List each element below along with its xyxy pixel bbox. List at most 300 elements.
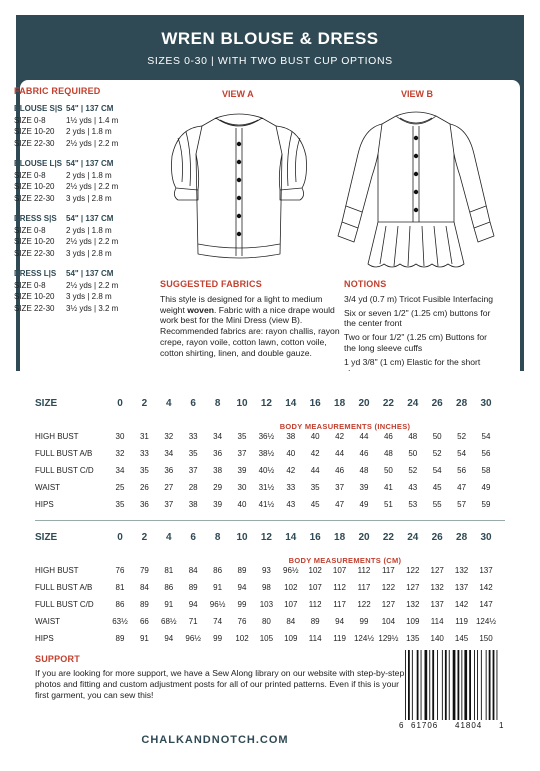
measurement-value: 137 [479,566,493,575]
barcode-bar [461,650,462,720]
measurement-value: 96½ [283,566,299,575]
measurement-value: 137 [430,600,444,609]
measurement-value: 33 [139,449,149,458]
barcode-bar [497,650,498,720]
measurement-value: 43 [286,500,296,509]
garment-name: DRESS S|S [14,214,57,223]
size-column-header: 28 [456,398,468,409]
size-range: SIZE 22-30 [14,138,55,148]
measurement-row [35,500,505,517]
measurement-value: 33 [188,432,198,441]
measurement-value: 117 [333,600,346,609]
measurement-value: 52 [408,466,418,475]
size-column-header: 16 [309,398,321,409]
size-column-header: 16 [309,532,321,543]
measurement-value: 40 [237,500,247,509]
notion-item: 3/4 yd (0.7 m) Tricot Fusible Interfacing [344,293,494,304]
measurement-label: FULL BUST A/B [35,449,93,458]
measurement-row [35,634,505,651]
yardage: 3 yds | 2.8 m [66,248,112,258]
measurement-value: 39 [213,500,223,509]
measurement-value: 50 [432,432,442,441]
fabric-group [14,158,142,204]
measurement-value: 41 [383,483,393,492]
suggested-text-part: . Fabric with a nice drape would work best for the Mini Dress (view B). Recommended fabrics are: rayon challis, rayon crepe, rayon voile, cotton lawn, cotton voile, cotton shirting, linen, and double gauze. [160,304,340,358]
measurement-value: 48 [408,432,418,441]
measurement-value: 129½ [378,634,399,643]
measurement-value: 132 [406,600,420,609]
measurement-value: 117 [357,583,371,592]
measurement-value: 122 [406,566,420,575]
measurement-value: 52 [432,449,442,458]
measurement-value: 34 [213,432,223,441]
measurement-value: 102 [308,566,322,575]
size-column-header: 18 [334,532,346,543]
measurement-value: 71 [188,617,198,626]
barcode-bar [481,650,482,720]
measurement-value: 48 [359,466,369,475]
measurement-label: HIGH BUST [35,432,79,441]
size-column-header: 12 [260,398,272,409]
yardage: 3 yds | 2.8 m [66,193,112,203]
measurement-value: 35 [188,449,198,458]
fabric-row [14,248,142,260]
fabric-width: 54" | 137 CM [66,269,114,278]
measurement-value: 96½ [185,634,201,643]
measurement-value: 33 [286,483,296,492]
support-text: If you are looking for more support, we have a Sew Along library on our website with step-by-step photos and fitting and custom adjustment posts for all of our printed patterns. Even if this is your first garment, you can sew this! [35,668,405,700]
barcode-bar [486,650,487,720]
size-range: SIZE 10-20 [14,182,55,191]
barcode-bar [449,650,450,720]
measurement-value: 74 [213,617,223,626]
measurement-value: 140 [430,634,444,643]
measurement-value: 31 [139,432,149,441]
size-column-header: 20 [358,532,370,543]
measurement-value: 112 [308,600,322,609]
measurement-value: 107 [308,583,322,592]
barcode-bar [477,650,478,720]
fabric-row [14,126,142,138]
garment-name: DRESS L|S [14,269,57,278]
measurement-value: 91 [164,600,174,609]
measurement-value: 45 [310,500,320,509]
fabric-row [14,291,142,303]
table-subtitle: BODY MEASUREMENTS (INCHES) [279,422,411,431]
measurement-value: 40 [310,432,320,441]
size-range: SIZE 22-30 [14,303,55,313]
measurement-value: 91 [213,583,223,592]
notion-item: Two or four 1/2" (1.25 cm) Buttons for the long sleeve cuffs [344,332,487,353]
size-column-header: 20 [358,398,370,409]
fabric-group [14,103,142,149]
measurement-value: 89 [139,600,149,609]
measurement-value: 63½ [112,617,128,626]
size-column-header: 14 [285,532,297,543]
measurement-value: 48 [383,449,393,458]
measurement-value: 80 [261,617,271,626]
suggested-text-part: This style is designed for a light to medium weight [160,293,323,315]
size-column-header: 6 [190,532,196,543]
measurement-label: HIPS [35,500,54,509]
measurement-value: 41½ [258,500,275,509]
barcode-bar [417,650,419,720]
table-divider [35,520,505,521]
measurement-value: 94 [335,617,345,626]
measurement-value: 145 [454,634,469,643]
measurement-value: 89 [237,566,247,575]
measurement-value: 34 [115,466,125,475]
website[interactable]: CHALKANDNOTCH.COM [141,734,289,746]
barcode-lead: 6 [399,721,404,730]
measurement-value: 43 [408,483,418,492]
size-column-header: 6 [190,398,196,409]
measurement-value: 51 [383,500,393,509]
measurement-value: 30 [237,483,247,492]
barcode-left: 61706 [411,721,439,730]
size-column-header: 12 [260,532,272,543]
yardage: 1½ yds | 1.4 m [66,115,119,125]
support [35,654,415,701]
measurement-value: 66 [139,617,149,626]
measurement-value: 25 [115,483,125,492]
barcode-bar [493,650,495,720]
barcode-bar [429,650,430,720]
measurement-value: 79 [139,566,149,575]
measurement-value: 99 [213,634,223,643]
fabric-row [14,225,142,237]
measurement-value: 117 [382,566,395,575]
measurement-value: 105 [259,634,274,643]
size-column-header: 30 [480,532,492,543]
measurement-value: 99 [237,600,247,609]
measurement-value: 44 [359,432,369,441]
size-column-header: 10 [236,398,248,409]
blouse-illustration [164,104,314,266]
measurement-value: 127 [430,566,444,575]
size-column-header: 4 [166,398,172,409]
measurement-value: 86 [115,600,125,609]
fabric-group-header [14,103,142,115]
barcode-bar [474,650,475,720]
size-column-header: 0 [117,398,123,409]
measurement-row [35,583,505,600]
measurement-value: 94 [164,634,174,643]
barcode-bar [453,650,456,720]
measurement-value: 109 [406,617,420,626]
suggested-fabrics [160,279,343,359]
measurement-label: HIPS [35,634,54,643]
measurement-value: 76 [115,566,125,575]
measurement-value: 54 [457,449,467,458]
fabric-row [14,181,142,193]
measurement-value: 109 [284,634,298,643]
measurement-value: 40 [286,449,296,458]
size-header-label: SIZE [35,398,58,409]
measurement-value: 99 [359,617,369,626]
measurement-value: 27 [164,483,174,492]
measurement-value: 84 [139,583,149,592]
yardage: 2½ yds | 2.2 m [66,138,119,148]
fabric-row [14,236,142,248]
measurement-value: 42 [310,449,320,458]
measurement-value: 124½ [475,617,497,626]
measurement-row [35,466,505,483]
measurement-value: 112 [333,583,346,592]
measurement-row [35,449,505,466]
barcode-bar [408,650,410,720]
measurement-row [35,600,505,617]
fabric-row [14,170,142,182]
measurement-label: HIGH BUST [35,566,79,575]
size-column-header: 22 [382,398,394,409]
header [16,15,524,73]
measurement-value: 89 [188,583,198,592]
measurement-value: 35 [237,432,247,441]
measurement-value: 89 [115,634,125,643]
size-range: SIZE 22-30 [14,248,55,258]
measurement-value: 30 [115,432,125,441]
measurement-value: 53 [408,500,418,509]
barcode-bar [405,650,406,720]
size-table-inches [35,398,505,517]
measurement-value: 38 [286,432,296,441]
barcode-trail: 1 [499,721,504,730]
measurement-value: 102 [235,634,249,643]
size-column-header: 14 [285,398,297,409]
measurement-value: 32 [164,432,174,441]
measurement-value: 103 [259,600,274,609]
measurement-row [35,432,505,449]
fabric-group [14,268,142,314]
measurement-value: 34 [164,449,174,458]
measurement-value: 39 [237,466,247,475]
fabric-required [14,86,142,323]
view-b-label: VIEW B [401,89,434,99]
measurement-value: 55 [432,500,442,509]
measurement-value: 35 [139,466,149,475]
size-column-header: 24 [407,532,419,543]
measurement-value: 44 [335,449,345,458]
size-column-header: 2 [141,532,148,543]
measurement-value: 36 [213,449,223,458]
yardage: 3 yds | 2.8 m [66,292,112,301]
size-range: SIZE 0-8 [14,115,46,125]
measurement-value: 107 [332,566,347,575]
measurement-value: 38 [188,500,198,509]
measurement-value: 122 [381,583,396,592]
measurement-value: 29 [213,483,223,492]
fabric-row [14,138,142,150]
barcode-bar [412,650,413,720]
size-header-label: SIZE [35,532,58,543]
measurement-row [35,617,505,634]
fabric-group-header [14,268,142,280]
garment-name: BLOUSE L|S [14,159,63,168]
measurement-label: WAIST [35,483,61,492]
fabric-required-title: FABRIC REQUIRED [14,86,101,96]
measurement-value: 39 [359,483,369,492]
barcode-bar [437,650,438,720]
measurement-value: 142 [454,600,469,609]
measurement-value: 31½ [258,483,275,492]
measurement-value: 102 [284,583,298,592]
size-column-header: 26 [431,398,443,409]
measurement-label: FULL BUST C/D [35,600,94,609]
measurement-value: 38½ [258,449,275,458]
notion-item: 1 yd 3/8" (1 cm) Elastic for the short [344,356,481,367]
yardage: 2½ yds | 2.2 m [66,182,119,191]
size-column-header: 26 [431,532,443,543]
measurement-value: 37 [335,483,345,492]
measurement-value: 114 [308,634,322,643]
size-range: SIZE 0-8 [14,280,46,290]
fabric-group-header [14,158,142,170]
measurement-value: 127 [406,583,420,592]
measurement-label: WAIST [35,617,61,626]
measurement-value: 127 [381,600,396,609]
measurement-value: 35 [115,500,125,509]
measurement-value: 47 [457,483,467,492]
size-column-header: 8 [214,532,221,543]
barcode-bar [432,650,434,720]
fabric-width: 54" | 137 CM [66,104,114,113]
measurement-value: 94 [237,583,247,592]
size-range: SIZE 10-20 [14,292,55,301]
measurement-value: 107 [284,600,298,609]
measurement-value: 49 [481,483,491,492]
yardage: 2 yds | 1.8 m [66,127,112,136]
size-column-header: 8 [214,398,221,409]
measurement-value: 38 [213,466,223,475]
barcode-bar [445,650,447,720]
pattern-subtitle: SIZES 0-30 | WITH TWO BUST CUP OPTIONS [147,55,393,67]
measurement-value: 84 [188,566,198,575]
measurement-value: 36½ [258,432,275,441]
measurement-value: 150 [479,634,493,643]
measurement-label: FULL BUST C/D [35,466,94,475]
measurement-value: 81 [115,583,125,592]
size-range: SIZE 10-20 [14,237,55,246]
measurement-value: 49 [359,500,369,509]
fabric-row [14,280,142,292]
measurement-value: 54 [432,466,442,475]
measurement-value: 135 [406,634,420,643]
measurement-value: 84 [286,617,296,626]
measurement-value: 44 [310,466,320,475]
size-range: SIZE 22-30 [14,193,55,203]
fabric-group-header [14,213,142,225]
measurement-value: 81 [164,566,174,575]
measurement-value: 137 [454,583,469,592]
barcode-bar [421,650,422,720]
size-column-header: 22 [382,532,394,543]
measurement-value: 94 [188,600,198,609]
measurement-value: 114 [430,617,444,626]
measurement-value: 28 [188,483,198,492]
measurement-value: 96½ [209,600,226,609]
measurement-value: 50 [383,466,393,475]
measurement-value: 86 [213,566,223,575]
suggested-fabrics-text [160,294,343,359]
size-column-header: 18 [334,398,346,409]
measurement-label: FULL BUST A/B [35,583,93,592]
notion-item: Six or seven 1/2" (1.25 cm) buttons for the center front [344,307,491,329]
size-column-header: 28 [456,532,468,543]
measurement-value: 119 [333,634,346,643]
support-title: SUPPORT [35,654,80,664]
measurement-value: 104 [381,617,396,626]
measurement-value: 37 [188,466,198,475]
measurement-value: 59 [481,500,491,509]
measurement-value: 26 [139,483,149,492]
garment-name: BLOUSE S|S [14,104,63,113]
measurement-value: 132 [430,583,444,592]
measurement-value: 54 [481,432,491,441]
notions [344,279,499,381]
size-range: SIZE 0-8 [14,170,46,180]
measurement-value: 46 [335,466,345,475]
size-column-header: 0 [117,532,123,543]
size-header-row [35,398,505,414]
size-column-header: 4 [166,532,172,543]
measurement-value: 56 [481,449,491,458]
size-header-row [35,532,505,548]
view-a-label: VIEW A [222,89,254,99]
measurement-value: 91 [139,634,149,643]
barcode-bar [442,650,443,720]
suggested-text-bold: woven [187,304,214,315]
measurement-value: 52 [457,432,467,441]
measurement-value: 35 [310,483,320,492]
fabric-row [14,115,142,127]
suggested-fabrics-title: SUGGESTED FABRICS [160,279,262,289]
size-table-cm [35,532,505,651]
measurement-value: 37 [164,500,174,509]
barcode-right: 41804 [455,721,483,730]
size-column-header: 30 [480,398,492,409]
measurement-row [35,483,505,500]
barcode-bar [464,650,467,720]
measurement-value: 58 [481,466,491,475]
measurement-value: 112 [357,566,371,575]
measurement-value: 98 [261,583,271,592]
measurement-row [35,566,505,583]
fabric-row [14,303,142,315]
fabric-width: 54" | 137 CM [66,214,114,223]
measurement-value: 36 [139,500,149,509]
size-column-header: 24 [407,398,419,409]
measurement-value: 89 [310,617,320,626]
yardage: 2½ yds | 2.2 m [66,280,119,290]
measurement-value: 42 [286,466,296,475]
fabric-groups [14,103,142,314]
barcode-bar [489,650,491,720]
yardage: 2 yds | 1.8 m [66,170,112,180]
barcode-bar [458,650,460,720]
measurement-value: 68½ [161,617,177,626]
yardage: 2½ yds | 2.2 m [66,237,119,246]
barcode [397,650,505,730]
measurement-value: 32 [115,449,125,458]
fabric-group [14,213,142,259]
measurement-value: 57 [457,500,467,509]
measurement-value: 42 [335,432,345,441]
size-column-header: 2 [141,398,148,409]
measurement-value: 132 [454,566,469,575]
size-range: SIZE 10-20 [14,127,55,136]
measurement-value: 56 [457,466,467,475]
